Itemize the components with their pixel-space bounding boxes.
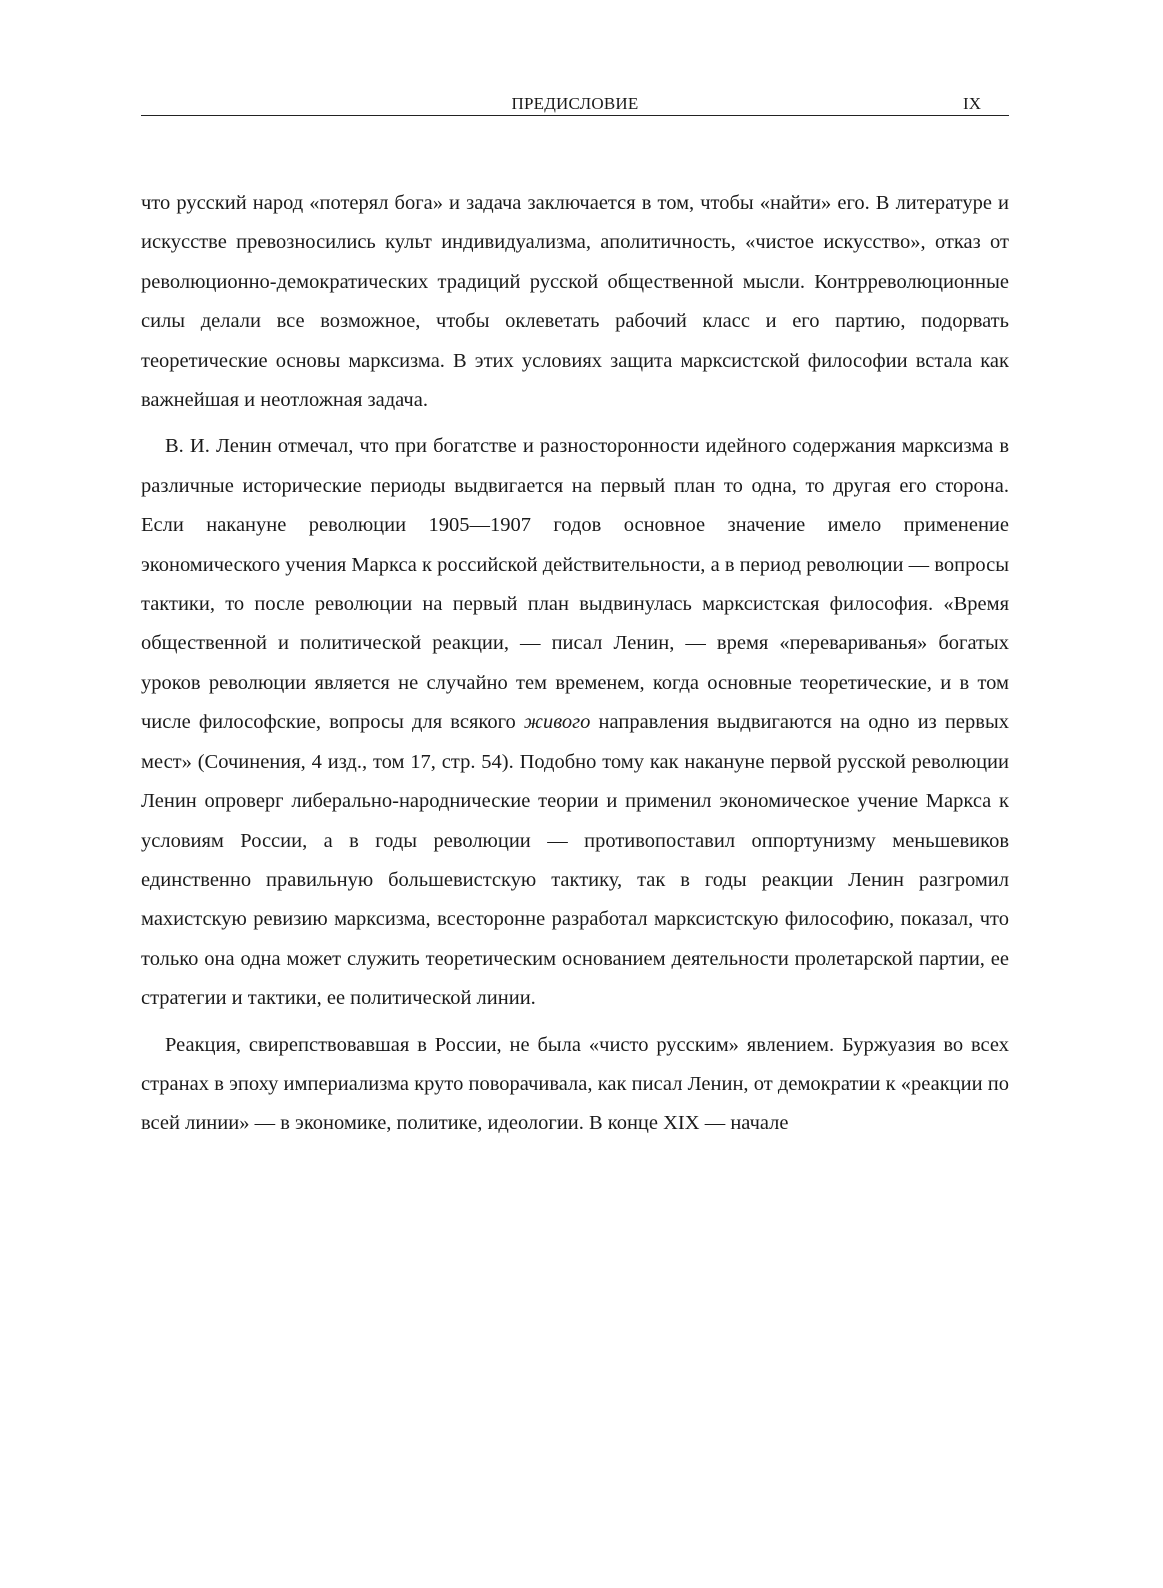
text-run: что русский народ «потерял бога» и задача заключается в том, чтобы «найти» его. В литературе и искусстве превозносились культ индивидуализма, аполитичность, «чистое искусство», отказ от революционно-демократических традиций русской общественной мысли. Контрреволюционные силы делали все возможное, чтобы оклеветать рабочий класс и его партию, подорвать теоретические основы марксизма. В этих условиях защита марксистской философии встала как важнейшая и неотложная задача. (141, 192, 1009, 412)
text-run: Реакция, свирепствовавшая в России, не была «чисто русским» явлением. Буржуазия во всех странах в эпоху империализма круто поворачивала, как писал Ленин, от демократии к «реакции по всей линии» — в экономике, политике, идеологии. В конце XIX — начале (141, 1033, 1009, 1135)
page-number: IX (963, 94, 981, 113)
text-run: В. И. Ленин отмечал, что при богатстве и разносторонности идейного содержания марксизма в различные исторические периоды выдвигается на первый план то одна, то другая его сторона. Если накануне революции 1905—1907 годов основное значение имело применение экономического учения Маркса к российской действительности, а в период революции — вопросы тактики, то после революции на первый план выдвинулась марксистская философия. «Время общественной и политической реакции, — писал Ленин, — время «перевариванья» богатых уроков революции является не случайно тем временем, когда основные теоретические, и в том числе философские, вопросы для всякого (141, 435, 1009, 734)
running-title: ПРЕДИСЛОВИЕ (511, 94, 639, 113)
paragraph (141, 427, 1009, 1018)
paragraph-continued (141, 184, 1009, 420)
paragraph (141, 1026, 1009, 1144)
body-text (141, 184, 1009, 1144)
book-page (141, 0, 1009, 1588)
running-header (141, 93, 1009, 116)
italic-emphasis: живого (523, 711, 591, 734)
text-run: направления выдвигаются на одно из первых мест» (Сочинения, 4 изд., том 17, стр. 54). Подобно тому как накануне первой русской революции Ленин опроверг либерально-народнические теории и применил экономическое учение Маркса к условиям России, а в годы революции — противопоставил оппортунизму меньшевиков единственно правильную большевистскую тактику, так в годы реакции Ленин разгромил махистскую ревизию марксизма, всесторонне разработал марксистскую философию, показал, что только она одна может служить теоретическим основанием деятельности пролетарской партии, ее стратегии и тактики, ее политической линии. (141, 711, 1009, 1010)
